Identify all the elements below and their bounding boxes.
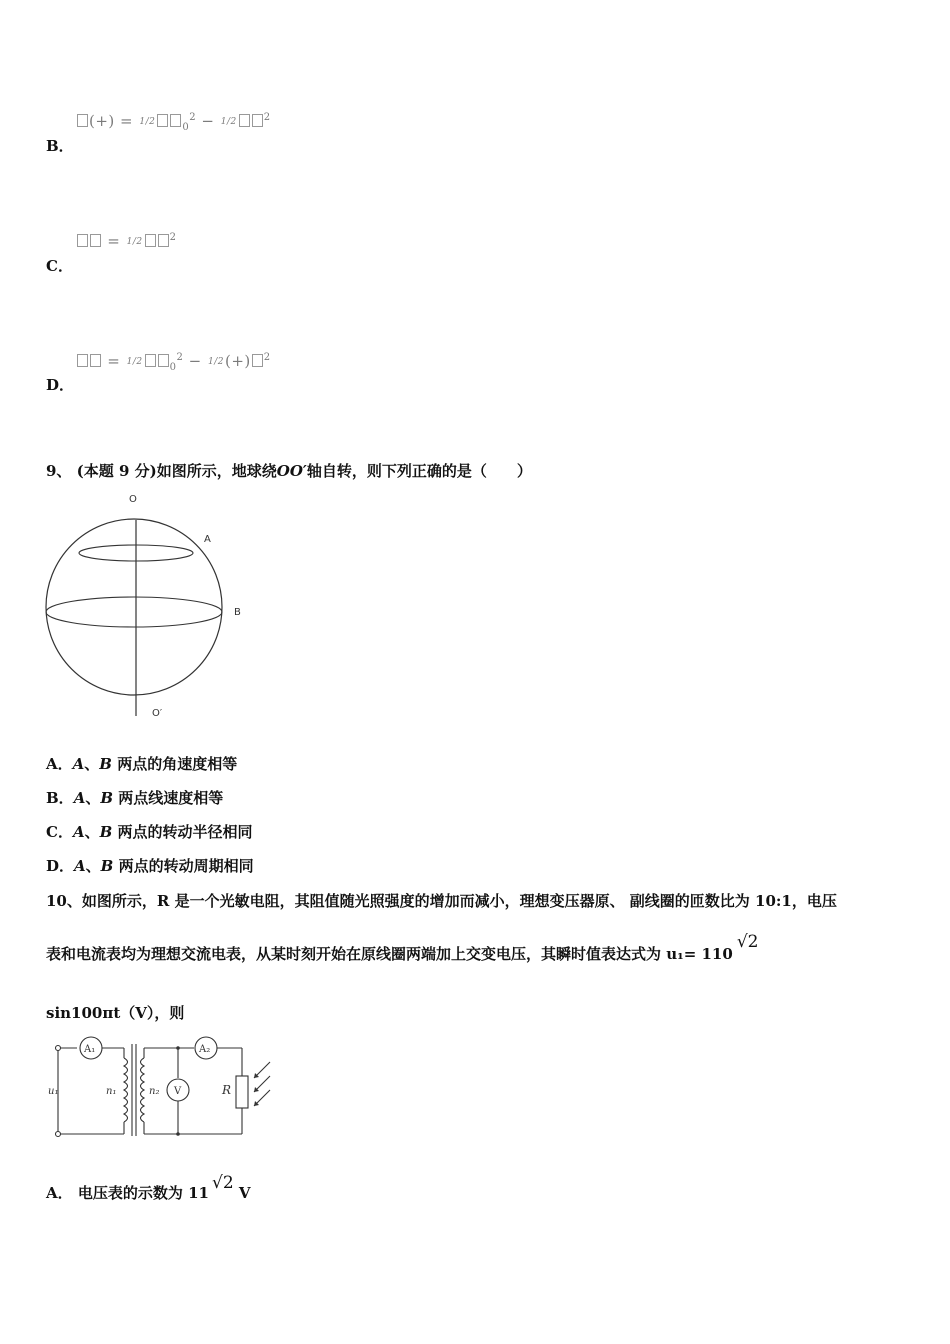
option-label: D．	[46, 857, 75, 875]
fraction: 1/2	[126, 357, 143, 367]
option-text: 电压表的示数为 11	[77, 1184, 209, 1202]
option-c-formula	[76, 232, 177, 250]
option-text: 两点的角速度相等	[117, 755, 238, 773]
subscript: 0	[169, 362, 177, 373]
placeholder-glyph	[90, 234, 101, 247]
placeholder-glyph	[77, 234, 88, 247]
voltmeter-label: V	[174, 1086, 182, 1097]
point-b: B	[99, 755, 112, 773]
paren-expression: (+)	[225, 352, 251, 370]
point-a: A	[73, 789, 86, 807]
minus-sign: −	[188, 352, 202, 370]
separator: 、	[84, 823, 100, 841]
question-10-line-3: sin100πt（V），则	[46, 1004, 185, 1022]
option-text: 两点的转动半径相同	[117, 823, 253, 841]
placeholder-glyph	[239, 114, 250, 127]
minus-sign: −	[201, 112, 215, 130]
placeholder-glyph	[145, 234, 156, 247]
point-b: B	[99, 823, 113, 841]
point-a: A	[74, 857, 86, 875]
placeholder-glyph	[170, 114, 181, 127]
separator: 、	[85, 789, 101, 807]
q9-option-c	[46, 821, 253, 842]
option-c-label: C．	[46, 257, 73, 275]
placeholder-glyph	[252, 114, 263, 127]
fraction: 1/2	[126, 237, 143, 247]
unit: V	[238, 1184, 251, 1202]
point-a: A	[72, 823, 85, 841]
option-label: A．	[46, 1184, 73, 1202]
q9-option-d	[46, 855, 254, 876]
formula-lhs: (+) =	[89, 112, 134, 130]
n2-label: n₂	[149, 1086, 160, 1097]
option-text: 两点的转动周期相同	[118, 857, 254, 875]
superscript: 2	[263, 112, 271, 123]
subscript: 0	[182, 122, 190, 133]
point-b: B	[100, 789, 114, 807]
q10-line-2-text: 表和电流表均为理想交流电表，从某时刻开始在原线圈两端加上交变电压，其瞬时值表达式为 u₁= 110	[46, 945, 733, 963]
n1-label: n₁	[106, 1086, 117, 1097]
fraction: 1/2	[220, 117, 237, 127]
fraction: 1/2	[208, 357, 224, 367]
q10-option-a	[46, 1173, 251, 1203]
placeholder-glyph	[252, 354, 263, 367]
separator: 、	[84, 755, 100, 773]
q9-option-a	[46, 753, 237, 774]
option-d-label: D．	[46, 376, 75, 394]
question-9-stem	[46, 460, 532, 481]
q9-stem-tail: 轴自转，则下列正确的是（ ）	[306, 462, 532, 480]
sqrt-two: √2	[211, 1173, 234, 1193]
label-o-bottom: O′	[152, 708, 163, 719]
equator-circle-b	[46, 597, 222, 627]
superscript: 2	[169, 232, 177, 243]
separator: 、	[85, 857, 101, 875]
label-point-a: A	[204, 534, 211, 545]
resistor-label: R	[222, 1083, 232, 1097]
q9-axis: OO′	[276, 462, 307, 480]
equals-sign: =	[107, 232, 121, 250]
ammeter-a2-label: A₂	[199, 1044, 211, 1055]
point-a: A	[72, 755, 85, 773]
superscript: 2	[189, 112, 197, 123]
placeholder-glyph	[158, 354, 169, 367]
equals-sign: =	[107, 352, 121, 370]
placeholder-glyph	[90, 354, 101, 367]
option-label: C．	[46, 823, 73, 841]
superscript: 2	[263, 352, 271, 363]
fraction: 1/2	[139, 117, 156, 127]
question-10-line-2	[46, 932, 759, 964]
placeholder-glyph	[77, 354, 88, 367]
option-b-formula	[76, 112, 271, 133]
label-point-b: B	[234, 607, 241, 618]
placeholder-glyph	[157, 114, 168, 127]
option-label: A．	[46, 755, 73, 773]
q9-stem-text: 9、 (本题 9 分)如图所示，地球绕	[46, 462, 277, 480]
superscript: 2	[176, 352, 184, 363]
globe-figure	[40, 490, 260, 725]
transformer-circuit	[46, 1036, 282, 1140]
placeholder-glyph	[77, 114, 88, 127]
placeholder-glyph	[158, 234, 169, 247]
question-10-line-1: 10、如图所示，R 是一个光敏电阻，其阻值随光照强度的增加而减小，理想变压器原、 副线圈的匝数比为 10:1，电压	[46, 892, 837, 910]
label-o-top: O	[129, 494, 137, 505]
option-label: B．	[46, 789, 74, 807]
q9-option-b	[46, 787, 223, 808]
option-text: 两点线速度相等	[118, 789, 224, 807]
ammeter-a1-label: A₁	[84, 1044, 96, 1055]
option-b-label: B．	[46, 137, 74, 155]
sqrt-two: √2	[736, 932, 759, 952]
placeholder-glyph	[145, 354, 156, 367]
point-b: B	[100, 857, 114, 875]
u1-label: u₁	[48, 1086, 59, 1097]
option-d-formula	[76, 352, 271, 373]
